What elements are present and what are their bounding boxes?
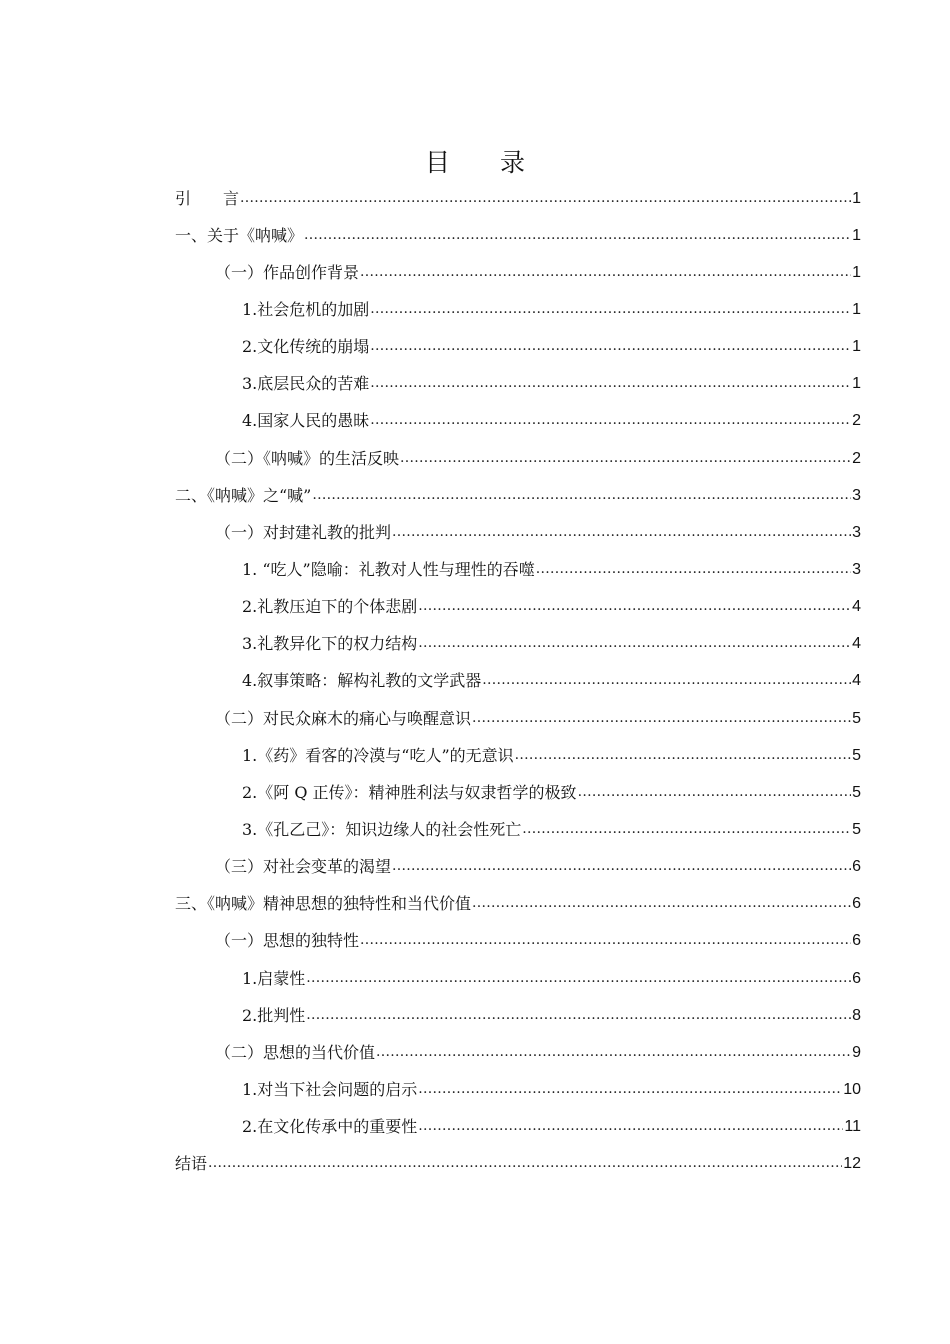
toc-leader-dots: [418, 1117, 843, 1137]
toc-entry-page: 1: [852, 226, 861, 244]
toc-entry[interactable]: [175, 811, 861, 848]
toc-entry[interactable]: [175, 291, 861, 328]
toc-entry[interactable]: [175, 663, 861, 700]
toc-entry[interactable]: [175, 1146, 861, 1183]
toc-entry-page: 2: [852, 449, 861, 467]
toc-entry[interactable]: [175, 254, 861, 291]
toc-entry-label: 2.批判性: [242, 1005, 306, 1025]
toc-entry[interactable]: [175, 960, 861, 997]
toc-entry-label: 2.礼教压迫下的个体悲剧: [242, 597, 418, 617]
toc-entry-page: 1: [852, 338, 861, 356]
toc-entry[interactable]: [175, 329, 861, 366]
toc-entry-label: 1.《药》看客的冷漠与“吃人”的无意识: [242, 745, 514, 765]
toc-entry-page: 3: [852, 486, 861, 504]
toc-entry-label: 3.《孔乙己》：知识边缘人的社会性死亡: [242, 819, 522, 839]
toc-entry-page: 6: [852, 858, 861, 876]
toc-entry-label: 1.对当下社会问题的启示: [242, 1079, 418, 1099]
toc-entry-page: 1: [852, 300, 861, 318]
toc-entry-page: 6: [852, 932, 861, 950]
toc-leader-dots: [306, 1006, 851, 1026]
toc-entry-label: 二、《呐喊》之“喊”: [175, 485, 312, 505]
toc-entry-label: 2.《阿 Q 正传》：精神胜利法与奴隶哲学的极致: [242, 782, 577, 802]
toc-entry[interactable]: [175, 849, 861, 886]
toc-entry-label: 2.文化传统的崩塌: [242, 337, 370, 357]
toc-leader-dots: [522, 820, 851, 840]
toc-leader-dots: [472, 709, 851, 729]
toc-leader-dots: [370, 300, 851, 320]
toc-leader-dots: [240, 189, 851, 209]
toc-leader-dots: [370, 411, 851, 431]
toc-leader-dots: [482, 671, 851, 691]
toc-entry-page: 8: [852, 1006, 861, 1024]
toc-entry-page: 5: [852, 820, 861, 838]
toc-entry-page: 6: [852, 895, 861, 913]
toc-leader-dots: [536, 560, 851, 580]
toc-entry[interactable]: [175, 514, 861, 551]
toc-entry-label: （一）对封建礼教的批判: [215, 522, 392, 542]
toc-leader-dots: [515, 746, 851, 766]
toc-entry-label: 1.社会危机的加剧: [242, 299, 370, 319]
toc-entry[interactable]: [175, 1034, 861, 1071]
toc-entry-page: 1: [852, 263, 861, 281]
toc-entry-label: 引 言: [175, 188, 240, 208]
toc-entry-page: 10: [843, 1080, 861, 1098]
toc-leader-dots: [306, 969, 851, 989]
toc-entry[interactable]: [175, 886, 861, 923]
toc-entry[interactable]: [175, 477, 861, 514]
toc-entry-label: 1. “吃人”隐喻：礼教对人性与理性的吞噬: [242, 559, 535, 579]
toc-entry-label: （三）对社会变革的渴望: [215, 857, 392, 877]
toc-entry-label: 一、关于《呐喊》: [175, 225, 304, 245]
toc-list: [175, 180, 861, 1183]
toc-entry[interactable]: [175, 180, 861, 217]
toc-entry-label: （二）对民众麻木的痛心与唤醒意识: [215, 708, 472, 728]
toc-entry-page: 5: [852, 746, 861, 764]
toc-entry[interactable]: [175, 774, 861, 811]
toc-entry-page: 6: [852, 969, 861, 987]
toc-entry-page: 5: [852, 783, 861, 801]
toc-entry-page: 5: [852, 709, 861, 727]
toc-entry-page: 1: [852, 375, 861, 393]
toc-entry-label: 3.底层民众的苦难: [242, 374, 370, 394]
toc-entry[interactable]: [175, 440, 861, 477]
toc-entry[interactable]: [175, 217, 861, 254]
toc-entry-label: （一）作品创作背景: [215, 262, 360, 282]
toc-entry-label: 结语: [175, 1154, 208, 1174]
toc-leader-dots: [400, 449, 851, 469]
toc-entry[interactable]: [175, 997, 861, 1034]
toc-entry-label: （一）思想的独特性: [215, 931, 360, 951]
toc-entry-page: 4: [852, 598, 861, 616]
toc-entry-page: 9: [852, 1043, 861, 1061]
toc-entry-label: （二）思想的当代价值: [215, 1042, 376, 1062]
toc-entry[interactable]: [175, 923, 861, 960]
toc-entry[interactable]: [175, 589, 861, 626]
toc-leader-dots: [370, 374, 851, 394]
toc-leader-dots: [312, 486, 851, 506]
toc-entry-label: 三、《呐喊》精神思想的独特性和当代价值: [175, 894, 472, 914]
toc-entry-label: （二）《呐喊》的生活反映: [215, 448, 400, 468]
toc-entry-page: 4: [852, 672, 861, 690]
toc-leader-dots: [392, 523, 851, 543]
toc-entry-label: 4.叙事策略：解构礼教的文学武器: [242, 671, 482, 691]
toc-leader-dots: [472, 894, 851, 914]
toc-entry-label: 4.国家人民的愚昧: [242, 411, 370, 431]
toc-leader-dots: [418, 597, 851, 617]
toc-leader-dots: [578, 783, 852, 803]
toc-entry-label: 2.在文化传承中的重要性: [242, 1117, 418, 1137]
toc-entry-page: 12: [843, 1155, 861, 1173]
toc-leader-dots: [370, 337, 851, 357]
toc-leader-dots: [392, 857, 851, 877]
toc-entry[interactable]: [175, 700, 861, 737]
toc-entry[interactable]: [175, 403, 861, 440]
toc-entry[interactable]: [175, 1109, 861, 1146]
toc-entry-page: 1: [852, 189, 861, 207]
toc-entry[interactable]: [175, 551, 861, 588]
toc-leader-dots: [360, 263, 851, 283]
toc-title: 目 录: [424, 148, 525, 177]
toc-entry-page: 11: [844, 1118, 861, 1136]
toc-leader-dots: [418, 1080, 842, 1100]
toc-entry-label: 1.启蒙性: [242, 968, 306, 988]
toc-entry[interactable]: [175, 1071, 861, 1108]
toc-entry-page: 2: [852, 412, 861, 430]
toc-leader-dots: [360, 931, 851, 951]
toc-entry-page: 3: [852, 523, 861, 541]
toc-entry-label: 3.礼教异化下的权力结构: [242, 634, 418, 654]
toc-leader-dots: [208, 1154, 842, 1174]
toc-entry[interactable]: [175, 626, 861, 663]
toc-entry[interactable]: [175, 366, 861, 403]
toc-entry[interactable]: [175, 737, 861, 774]
toc-leader-dots: [304, 226, 851, 246]
toc-entry-page: 4: [852, 635, 861, 653]
toc-leader-dots: [376, 1043, 851, 1063]
toc-entry-page: 3: [852, 560, 861, 578]
toc-leader-dots: [418, 634, 851, 654]
